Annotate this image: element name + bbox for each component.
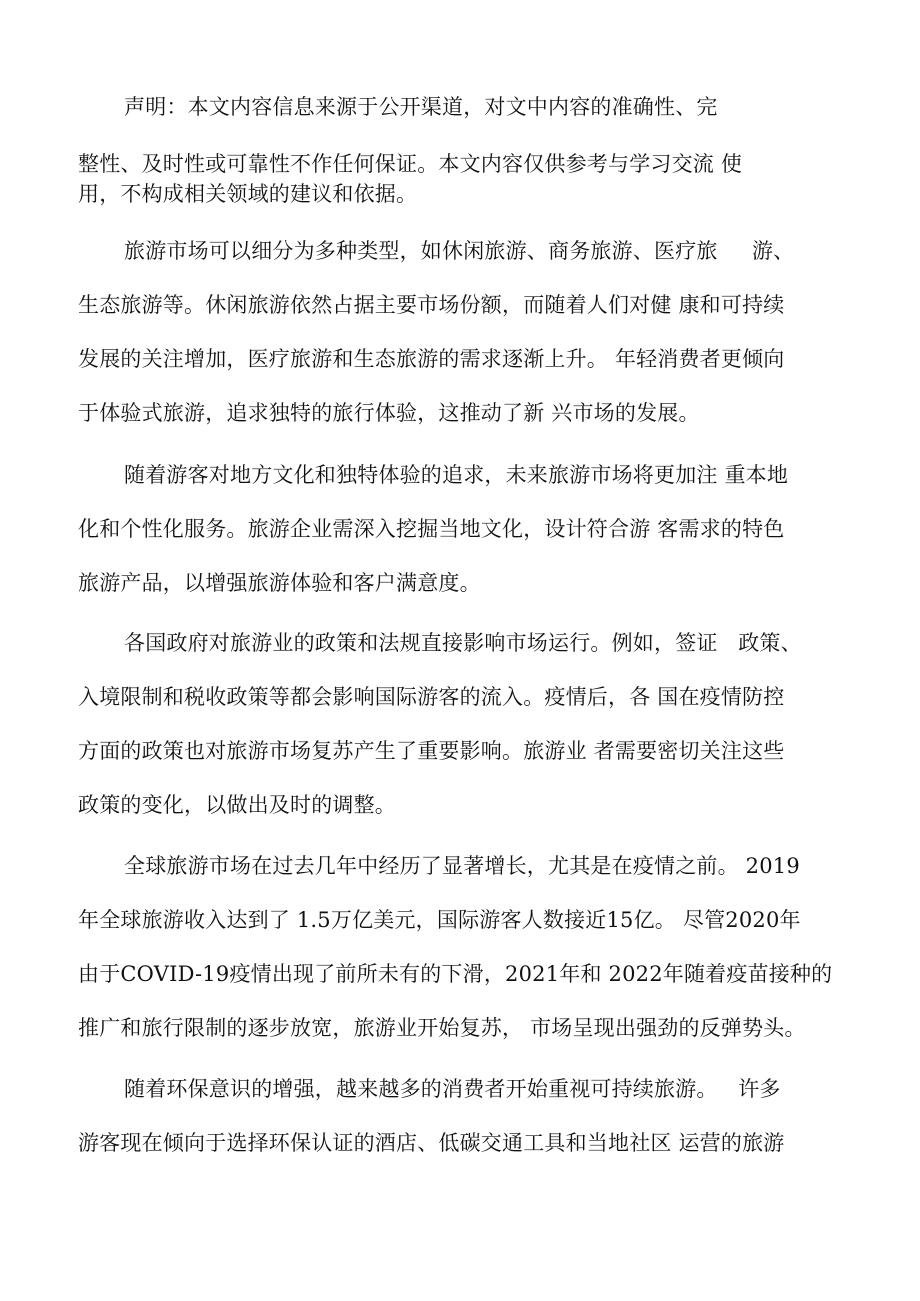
paragraph-6-line-1: 随着环保意识的增强，越来越多的消费者开始重视可持续旅游。 许多	[124, 1077, 781, 1101]
disclaimer-line-1: 声明：本文内容信息来源于公开渠道，对文中内容的准确性、完	[124, 95, 718, 119]
paragraph-4-line-2: 入境限制和税收政策等都会影响国际游客的流入。疫情后，各 国在疫情防控	[78, 685, 785, 709]
paragraph-5-line-3: 由于COVID-19疫情出现了前所未有的下滑，2021年和 2022年随着疫苗接种的	[78, 962, 833, 986]
paragraph-4-line-4: 政策的变化，以做出及时的调整。	[78, 793, 396, 817]
paragraph-6-line-2: 游客现在倾向于选择环保认证的酒店、低碳交通工具和当地社区 运营的旅游	[78, 1131, 785, 1155]
disclaimer-line-3: 用，不构成相关领域的建议和依据。	[78, 182, 418, 206]
paragraph-2-line-2: 生态旅游等。休闲旅游依然占据主要市场份额，而随着人们对健 康和可持续	[78, 293, 785, 317]
paragraph-5-line-2: 年全球旅游收入达到了 1.5万亿美元，国际游客人数接近15亿。 尽管2020年	[78, 908, 801, 932]
paragraph-5-line-1: 全球旅游市场在过去几年中经历了显著增长，尤其是在疫情之前。 2019	[124, 854, 800, 878]
paragraph-3-line-1: 随着游客对地方文化和独特体验的追求，未来旅游市场将更加注 重本地	[124, 463, 789, 487]
disclaimer-line-2: 整性、及时性或可靠性不作任何保证。本文内容仅供参考与学习交流 使	[78, 152, 743, 176]
paragraph-4-line-3: 方面的政策也对旅游市场复苏产生了重要影响。旅游业 者需要密切关注这些	[78, 739, 785, 763]
paragraph-3-line-3: 旅游产品，以增强旅游体验和客户满意度。	[78, 571, 481, 595]
paragraph-5-line-4: 推广和旅行限制的逐步放宽，旅游业开始复苏， 市场呈现出强劲的反弹势头。	[78, 1016, 806, 1040]
paragraph-2-line-3: 发展的关注增加，医疗旅游和生态旅游的需求逐渐上升。 年轻消费者更倾向	[78, 347, 785, 371]
paragraph-4-line-1: 各国政府对旅游业的政策和法规直接影响市场运行。例如，签证 政策、	[124, 631, 802, 655]
paragraph-2-line-1: 旅游市场可以细分为多种类型，如休闲旅游、商务旅游、医疗旅 游、	[124, 239, 795, 263]
paragraph-3-line-2: 化和个性化服务。旅游企业需深入挖掘当地文化，设计符合游 客需求的特色	[78, 517, 785, 541]
paragraph-2-line-4: 于体验式旅游，追求独特的旅行体验，这推动了新 兴市场的发展。	[78, 401, 700, 425]
